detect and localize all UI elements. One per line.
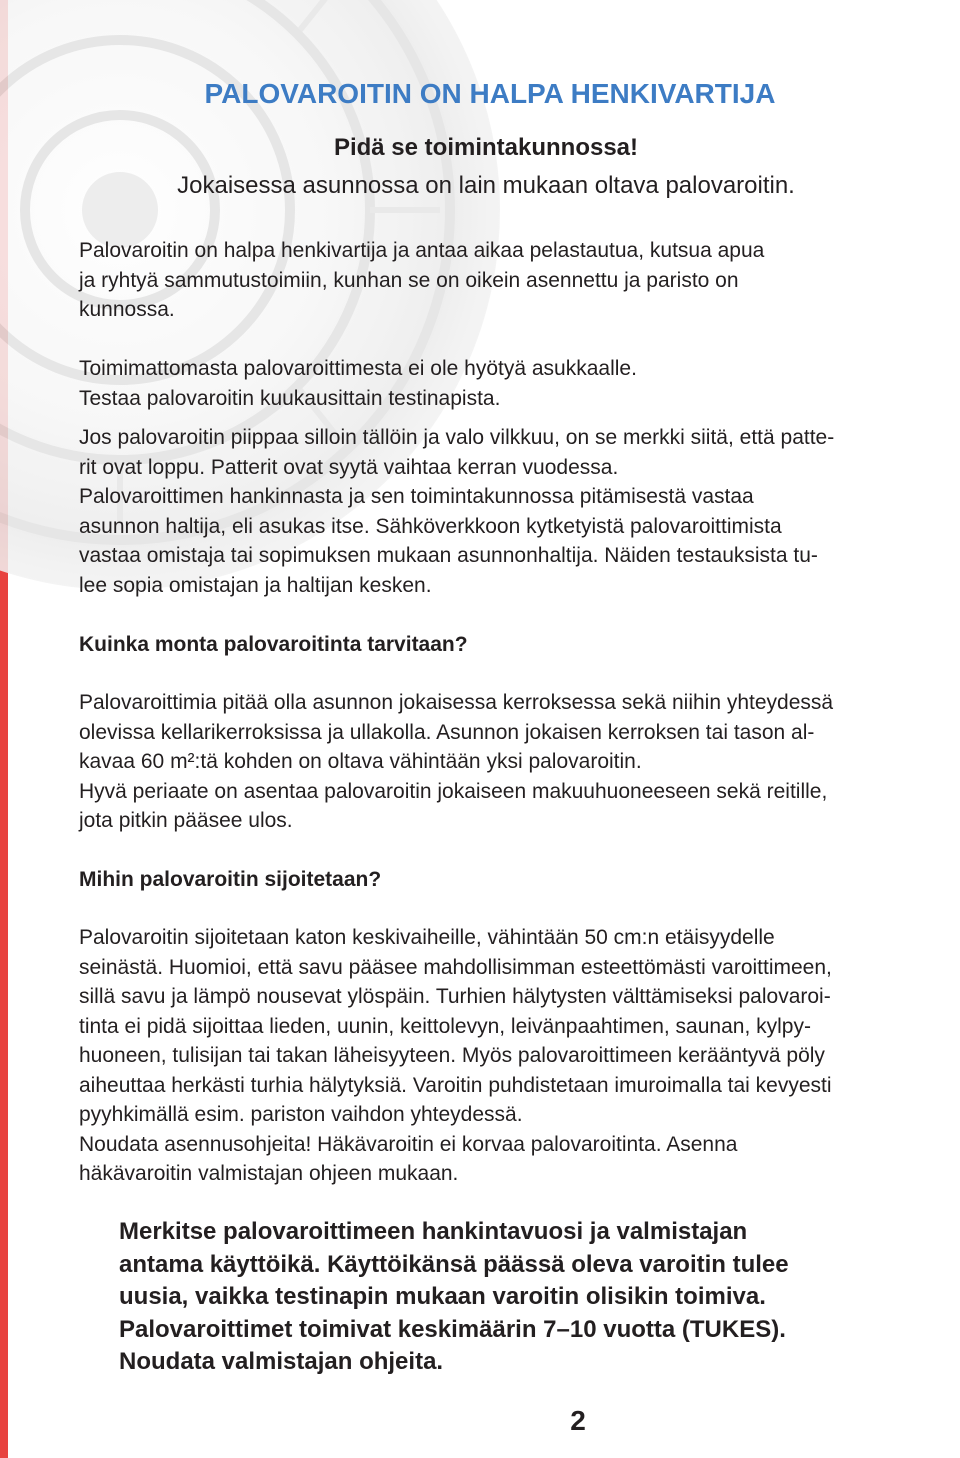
text-line: asunnon haltija, eli asukas itse. Sähköverkkoon kytketyistä palovaroittimista [79,514,782,538]
text-line: häkävaroitin valmistajan ohjeen mukaan. [79,1162,459,1185]
text-line: pyyhkimällä esim. pariston vaihdon yhteydessä. [79,1103,523,1126]
text-line: vastaa omistaja tai sopimuksen mukaan asunnonhaltija. Näiden testauksista tu- [79,544,818,567]
callout-line: Palovaroittimet toimivat keskimäärin 7–10 vuotta (TUKES). [119,1315,786,1343]
text-line: lee sopia omistajan ja haltijan kesken. [79,573,432,597]
text-line: Palovaroittimia pitää olla asunnon jokaisessa kerroksessa sekä niihin yhteydessä [79,691,834,714]
text-line: Noudata asennusohjeita! Häkävaroitin ei korvaa palovaroitinta. Asenna [79,1132,738,1156]
text-line: Jos palovaroitin piippaa silloin tällöin ja valo vilkkuu, on se merkki siitä, että patte- [79,426,835,449]
text-line: sillä savu ja lämpö nousevat ylöspäin. Turhien hälytysten välttämiseksi palovaroi- [79,985,831,1008]
callout-line: antama käyttöikä. Käyttöikänsä päässä oleva varoitin tulee [119,1250,789,1278]
text-line: Toimimattomasta palovaroittimesta ei ole hyötyä asukkaalle. [79,357,637,380]
text-line: Palovaroitin sijoitetaan katon keskivaiheille, vähintään 50 cm:n etäisyydelle [79,926,775,949]
text-line: olevissa kellarikerroksissa ja ullakolla. Asunnon jokaisen kerroksen tai tason al- [79,720,815,744]
page-title: PALOVAROITIN ON HALPA HENKIVARTIJA [204,78,776,109]
text-line: Testaa palovaroitin kuukausittain testinapista. [79,386,501,410]
paragraph-battery-responsibility [79,423,957,600]
intro-line: Jokaisessa asunnossa on lain mukaan oltava palovaroitin. [177,172,795,199]
section-heading-how-many: Kuinka monta palovaroitinta tarvitaan? [79,633,468,656]
text-line: aiheuttaa herkästi turhia hälytyksiä. Varoitin puhdistetaan imuroimalla tai kevyesti [79,1073,832,1097]
callout-line: Noudata valmistajan ohjeita. [119,1348,444,1375]
text-line: kunnossa. [79,298,175,321]
callout-line: Merkitse palovaroittimeen hankintavuosi ja valmistajan [119,1218,748,1245]
paragraph-intro [79,236,957,325]
text-line: ja ryhtyä sammutustoimiin, kunhan se on oikein asennettu ja paristo on [79,268,739,292]
text-line: rit ovat loppu. Patterit ovat syytä vaihtaa kerran vuodessa. [79,455,619,479]
callout-line: uusia, vaikka testinapin mukaan varoitin olisikin toimiva. [119,1283,766,1310]
text-line: Hyvä periaate on asentaa palovaroitin jokaiseen makuuhuoneeseen sekä reitille, [79,779,828,803]
text-line: kavaa 60 m²:tä kohden on oltava vähintään yksi palovaroitin. [79,750,642,773]
page-number: 2 [570,1405,586,1436]
callout-note [119,1216,939,1379]
paragraph-placement [79,923,957,1189]
text-line: Palovaroitin on halpa henkivartija ja antaa aikaa pelastautua, kutsua apua [79,239,765,262]
text-line: Palovaroittimen hankinnasta ja sen toimintakunnossa pitämisestä vastaa [79,485,754,508]
text-line: tinta ei pidä sijoittaa lieden, uunin, keittolevyn, leivänpaahtimen, saunan, kylpy- [79,1014,811,1038]
paragraph-testing [79,354,957,413]
text-line: seinästä. Huomioi, että savu pääsee mahdollisimman esteettömästi varoittimeen, [79,955,832,979]
page-subtitle: Pidä se toimintakunnossa! [333,134,639,161]
text-line: huoneen, tulisijan tai takan läheisyyteen. Myös palovaroittimeen kerääntyvä pöly [79,1044,825,1067]
section-heading-placement: Mihin palovaroitin sijoitetaan? [79,868,382,891]
paragraph-how-many [79,688,957,836]
text-line: jota pitkin pääsee ulos. [79,809,293,832]
